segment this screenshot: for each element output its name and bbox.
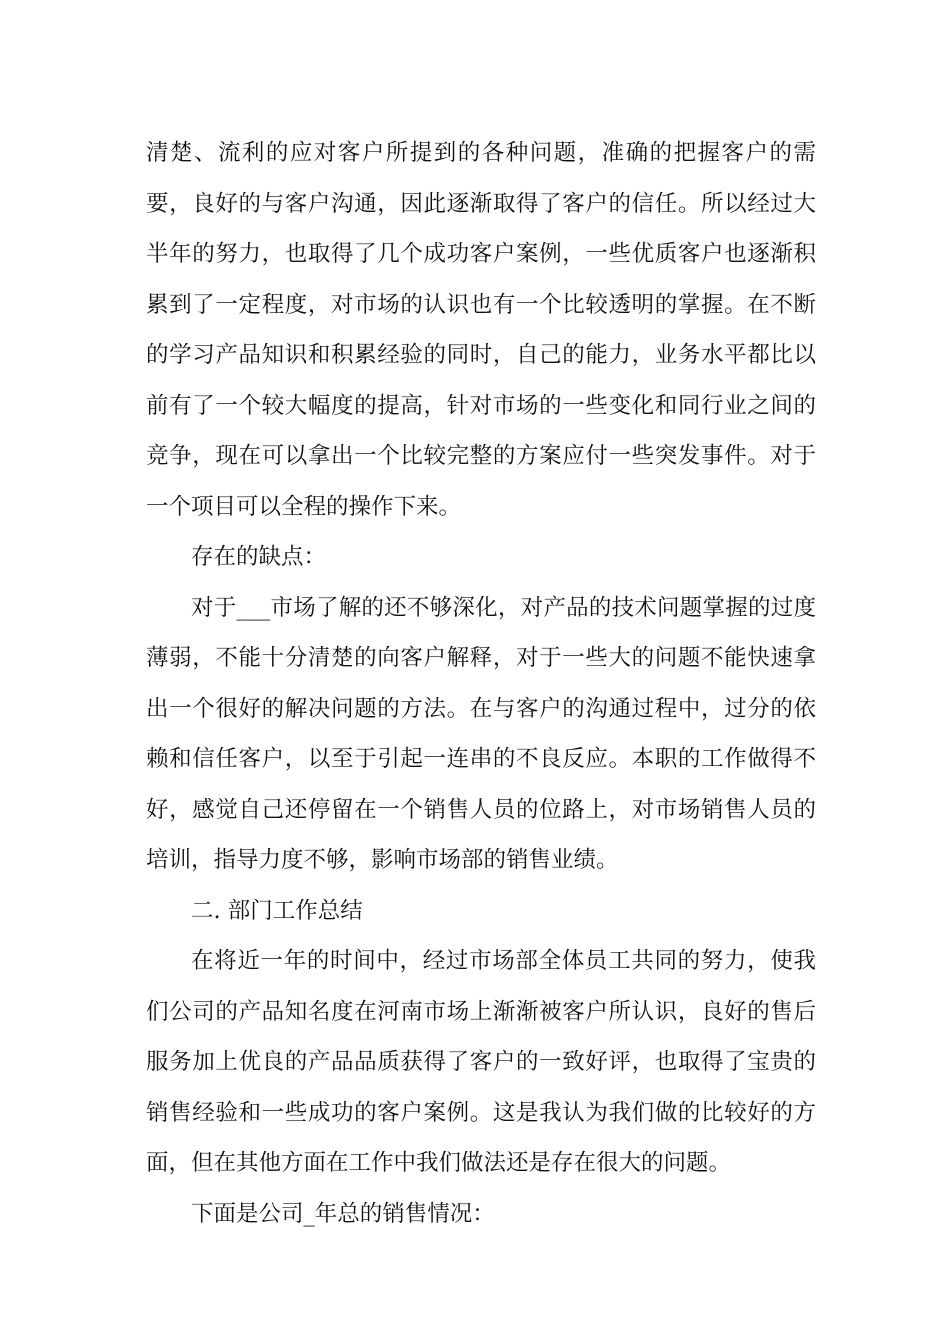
paragraph-department-summary: 在将近一年的时间中，经过市场部全体员工共同的努力，使我们公司的产品知名度在河南市场上渐渐被客户所认识，良好的售后服务加上优良的产品品质获得了客户的一致好评，也取得了宝贵的销售经验和一些成功的客户案例。这是我认为我们做的比较好的方面，但在其他方面在工作中我们做法还是存在很大的问题。 [146,948,816,1176]
document-body [146,128,816,1239]
paragraph-shortcomings: 对于___市场了解的还不够深化，对产品的技术问题掌握的过度薄弱，不能十分清楚的向客户解释，对于一些大的问题不能快速拿出一个很好的解决问题的方法。在与客户的沟通过程中，过分的依赖和信任客户，以至于引起一连串的不良反应。本职的工作做得不好，感觉自己还停留在一个销售人员的位路上，对市场销售人员的培训，指导力度不够，影响市场部的销售业绩。 [146,594,816,873]
paragraph-sales-intro: 下面是公司_年总的销售情况： [191,1200,495,1227]
section-heading-department-summary: 二. 部门工作总结 [191,897,363,924]
paragraph-shortcomings-heading: 存在的缺点： [191,544,327,570]
paragraph-continued: 清楚、流利的应对客户所提到的各种问题，准确的把握客户的需要，良好的与客户沟通，因此逐渐取得了客户的信任。所以经过大半年的努力，也取得了几个成功客户案例，一些优质客户也逐渐积累到了一定程度，对市场的认识也有一个比较透明的掌握。在不断的学习产品知识和积累经验的同时，自己的能力，业务水平都比以前有了一个较大幅度的提高，针对市场的一些变化和同行业之间的竞争，现在可以拿出一个比较完整的方案应付一些突发事件。对于一个项目可以全程的操作下来。 [146,140,816,520]
